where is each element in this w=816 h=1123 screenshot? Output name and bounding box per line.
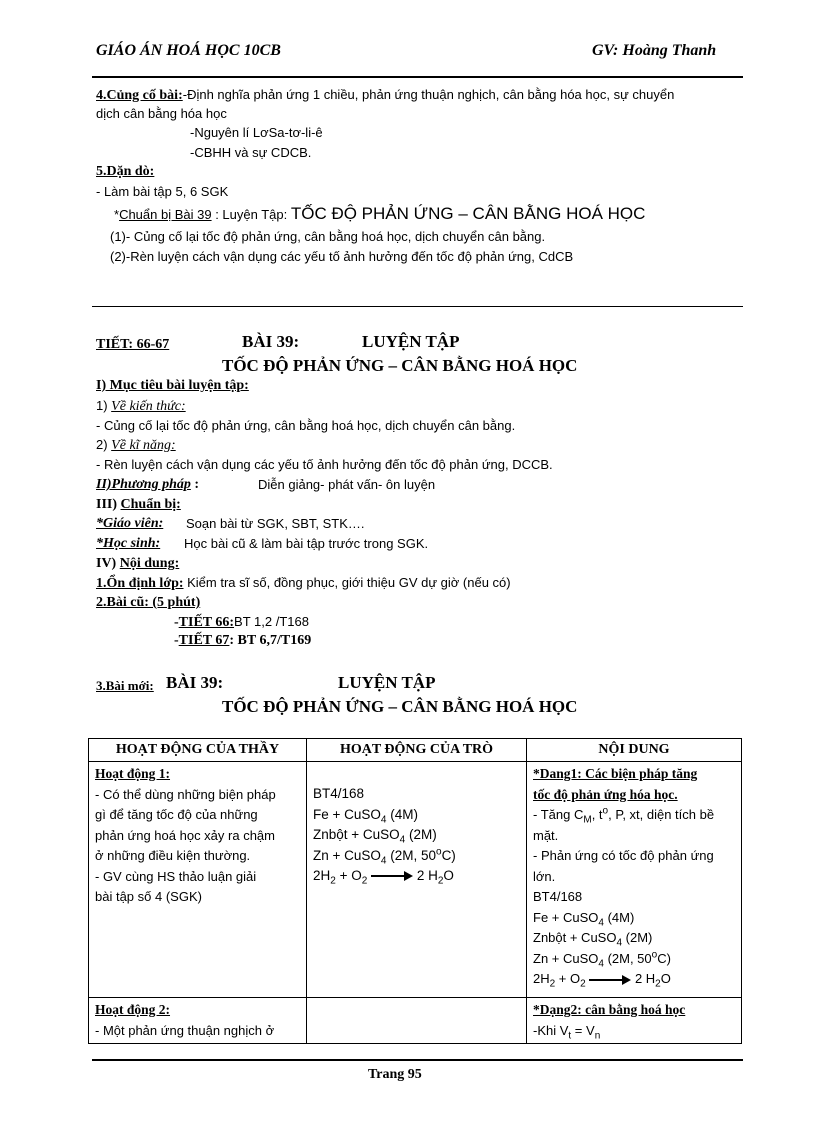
reaction-arrow-icon — [589, 975, 631, 985]
row1-content-cell — [527, 762, 742, 998]
knowledge-line — [96, 398, 186, 415]
reaction-4: $2H_2 + O_2$ 2 $H_2O$ — [313, 868, 454, 887]
row1-teacher-line: gì để tăng tốc độ của những — [95, 807, 258, 822]
row1-content-line2: mặt. — [533, 827, 559, 843]
prep-student-label: *Học sinh: — [96, 536, 161, 551]
skills-num: 2) — [96, 437, 112, 452]
row1-content-ex: BT4/168 — [533, 889, 583, 904]
content-heading: Nội dung: — [119, 556, 180, 571]
prep-heading-line — [96, 497, 181, 513]
content-reaction-3: Zn + CuSO$_4$ (2M, 50$^o$C) — [533, 949, 671, 970]
old2-line — [174, 633, 311, 649]
row1-content-title: *Dang1: Các biện pháp tăng — [533, 766, 698, 781]
newlesson-label: 3.Bài mới: — [96, 678, 154, 693]
homework-item1: (1)- Củng cố lại tốc độ phản ứng, cân bằng hoá học, dịch chuyển cân bằng. — [110, 229, 546, 244]
reaction-1: Fe + CuSO$_4$ (4M) — [313, 806, 418, 826]
old1-line — [174, 614, 309, 631]
row2-content-title: *Dạng2: cân bằng hoá học — [533, 1002, 686, 1017]
content-reaction-1: Fe + CuSO$_4$ (4M) — [533, 909, 635, 929]
content-heading-line — [96, 556, 179, 572]
homework-line1: - Làm bài tập 5, 6 SGK — [96, 184, 229, 199]
row1-content-line4: lớn. — [533, 868, 556, 884]
prep-student-text: Học bài cũ & làm bài tập trước trong SGK. — [184, 536, 429, 551]
old1-text: BT 1,2 /T168 — [234, 614, 309, 629]
consolidate-label: 4.Củng cố bài: — [96, 88, 183, 103]
row1-teacher-line: phản ứng hoá học xảy ra chậm — [95, 827, 275, 843]
lesson-period: TIẾT: 66-67 — [96, 337, 170, 352]
table-header-row — [89, 739, 742, 762]
skills-line — [96, 437, 176, 454]
row2-content-cell — [527, 998, 742, 1044]
prep-teacher-text: Soạn bài từ SGK, SBT, STK…. — [186, 516, 365, 531]
row2-student-cell — [307, 998, 527, 1044]
row2-teacher-title: Hoạt động 2: — [95, 1002, 171, 1017]
old2-label: TIẾT 67 — [178, 633, 230, 648]
table-row — [89, 762, 742, 998]
consolidate-line1 — [96, 87, 674, 104]
row1-teacher-title: Hoạt động 1: — [95, 766, 171, 781]
content-reaction-4: $2H_2 + O_2$ 2 $H_2O$ — [533, 971, 671, 990]
page-number: Trang 95 — [368, 1067, 422, 1082]
table-header-student: HOẠT ĐỘNG CỦA TRÒ — [307, 739, 527, 762]
content-reaction-2: Znbột + CuSO$_4$ (2M) — [533, 930, 653, 949]
prep-heading-num: III) — [96, 497, 121, 512]
skills-text: - Rèn luyện cách vận dụng các yếu tố ảnh hưởng đến tốc độ phản ứng, DCCB. — [96, 457, 553, 472]
stabilize-line — [96, 575, 511, 592]
homework-item2: (2)-Rèn luyện cách vận dụng các yếu tố ảnh hưởng đến tốc độ phản ứng, CdCB — [110, 249, 574, 264]
objectives-heading: I) Mục tiêu bài luyện tập: — [96, 378, 249, 393]
header-right: GV: Hoàng Thanh — [592, 42, 717, 59]
homework-prep-prefix: * — [114, 207, 120, 222]
table-header-teacher: HOẠT ĐỘNG CỦA THẦY — [89, 739, 307, 762]
row1-content-line3: - Phản ứng có tốc độ phản ứng — [533, 848, 714, 863]
reaction-3: Zn + CuSO$_4$ (2M, 50$^o$C) — [313, 846, 456, 867]
row2-teacher-line: - Một phản ứng thuận nghịch ở — [95, 1022, 275, 1038]
stabilize-text: Kiểm tra sĩ số, đồng phục, giới thiệu GV dự giờ (nếu có) — [183, 575, 511, 590]
old1-label: TIẾT 66: — [178, 615, 235, 630]
knowledge-text: - Củng cố lại tốc độ phản ứng, cân bằng hoá học, dịch chuyển cân bằng. — [96, 418, 516, 433]
footer-rule — [92, 1059, 743, 1061]
row1-content-title2: tốc độ phản ứng hóa học. — [533, 786, 678, 802]
activity-table — [88, 738, 742, 1044]
prep-heading: Chuẩn bị: — [120, 497, 181, 512]
row1-teacher-line: ở những điều kiện thường. — [95, 848, 251, 863]
row1-content-line1: - Tăng $C_M$, $t^o$, P, xt, diện tích bề — [533, 805, 715, 826]
row1-teacher-line: - GV cùng HS thảo luận giải — [95, 868, 257, 884]
table-header-content: NỘI DUNG — [527, 739, 742, 762]
row1-student-cell — [307, 762, 527, 998]
lesson-subtitle: TỐC ĐỘ PHẢN ỨNG – CÂN BẰNG HOÁ HỌC — [222, 356, 578, 375]
homework-prep-mid: : Luyện Tập: — [211, 207, 291, 222]
knowledge-num: 1) — [96, 398, 112, 413]
prep-teacher-line — [96, 516, 163, 532]
reaction-arrow-icon — [371, 871, 413, 881]
lesson-number: BÀI 39: — [242, 332, 300, 351]
stabilize-label: 1.Ổn định lớp: — [96, 576, 184, 591]
table-row — [89, 998, 742, 1044]
old2-text: : BT 6,7/T169 — [229, 633, 312, 648]
row2-content-line: -Khi $V_t = V_n$ — [533, 1022, 601, 1042]
header-rule — [92, 76, 743, 78]
homework-prep-label: Chuẩn bị Bài 39 — [119, 207, 212, 222]
newlesson-number: BÀI 39: — [166, 673, 224, 692]
old1-prefix: - — [174, 615, 179, 630]
row1-student-ex: BT4/168 — [313, 786, 365, 801]
consolidate-text1: -Định nghĩa phản ứng 1 chiều, phản ứng thuận nghịch, cân bằng hóa học, sự chuyển — [182, 87, 675, 102]
method-text: Diễn giảng- phát vấn- ôn luyện — [258, 477, 436, 492]
method-sep: : — [190, 477, 200, 492]
section-divider — [92, 306, 743, 307]
consolidate-item2: -CBHH và sự CDCB. — [190, 145, 312, 160]
lesson-name: LUYỆN TẬP — [362, 332, 460, 351]
prep-student-line — [96, 536, 160, 552]
newlesson-subtitle: TỐC ĐỘ PHẢN ỨNG – CÂN BẰNG HOÁ HỌC — [222, 697, 578, 716]
oldlesson-label: 2.Bài cũ: (5 phút) — [96, 595, 201, 610]
homework-label: 5.Dặn dò: — [96, 164, 155, 179]
consolidate-line2: dịch cân bằng hóa học — [96, 106, 227, 121]
prep-teacher-label: *Giáo viên: — [96, 516, 164, 531]
method-label: II)Phương pháp — [96, 477, 191, 492]
row1-teacher-line: - Có thể dùng những biện pháp — [95, 786, 276, 802]
homework-prep-title: TỐC ĐỘ PHẢN ỨNG – CÂN BẰNG HOÁ HỌC — [290, 204, 646, 223]
knowledge-label: Về kiến thức: — [111, 399, 186, 414]
row2-teacher-cell — [89, 998, 307, 1044]
content-heading-num: IV) — [96, 556, 120, 571]
old2-prefix: - — [174, 633, 179, 648]
newlesson-name: LUYỆN TẬP — [338, 673, 436, 692]
skills-label: Về kĩ năng: — [111, 438, 176, 453]
reaction-2: Znbột + CuSO$_4$ (2M) — [313, 827, 437, 846]
row1-teacher-line: bài tập số 4 (SGK) — [95, 889, 202, 904]
consolidate-item1: -Nguyên lí LơSa-tơ-li-ê — [190, 125, 323, 140]
homework-prep-line — [114, 204, 645, 224]
header-left: GIÁO ÁN HOÁ HỌC 10CB — [96, 42, 281, 59]
method-line — [96, 477, 199, 493]
row1-teacher-cell — [89, 762, 307, 998]
